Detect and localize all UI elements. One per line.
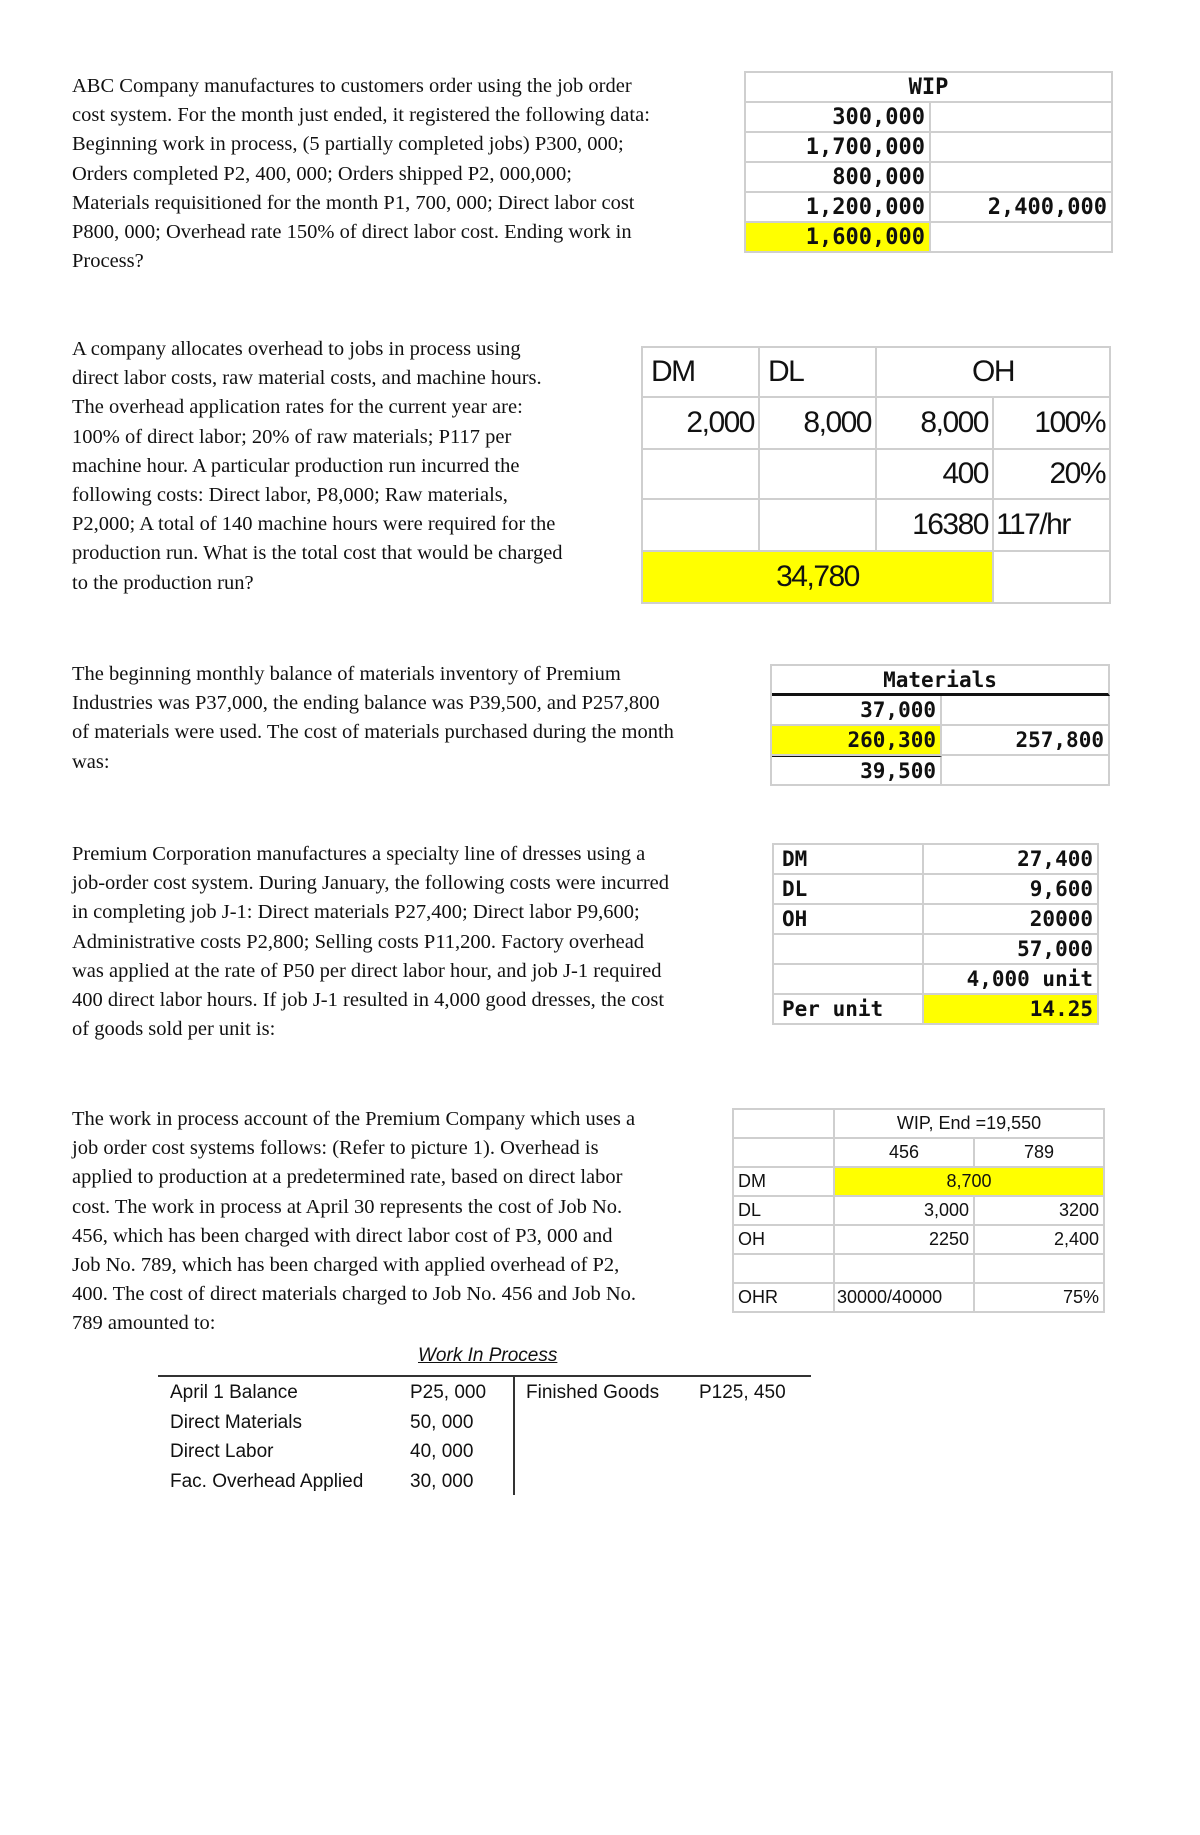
t-account-title: Work In Process bbox=[418, 1345, 558, 1366]
wip-credit-empty bbox=[931, 223, 1113, 253]
q4-line: in completing job J-1: Direct materials P27,400; Direct labor P9,600; bbox=[72, 901, 640, 924]
oh-header: OH bbox=[877, 348, 1111, 398]
q1-line: cost system. For the month just ended, it registered the following data: bbox=[72, 104, 650, 127]
t-debit-value: 30, 000 bbox=[410, 1471, 474, 1492]
wip-debit: 1,700,000 bbox=[746, 133, 931, 163]
empty-cell bbox=[760, 450, 877, 500]
job-cost-table bbox=[772, 843, 1099, 1025]
dm-header: DM bbox=[643, 348, 760, 398]
oh-job-456: 2250 bbox=[835, 1226, 975, 1255]
wip-credit-empty bbox=[931, 133, 1113, 163]
job-789-header: 789 bbox=[975, 1139, 1105, 1168]
materials-ending: 39,500 bbox=[772, 756, 942, 786]
empty-cell bbox=[994, 552, 1111, 604]
q4-line: Administrative costs P2,800; Selling costs P11,200. Factory overhead bbox=[72, 930, 645, 953]
materials-used: 257,800 bbox=[942, 726, 1110, 756]
q1-line: ABC Company manufactures to customers order using the job order bbox=[72, 75, 632, 97]
empty-cell bbox=[643, 500, 760, 552]
q1-line: Process? bbox=[72, 250, 144, 273]
wip-end-analysis-table bbox=[732, 1108, 1105, 1313]
wip-debit: 800,000 bbox=[746, 163, 931, 193]
q1-line: Orders completed P2, 400, 000; Orders shipped P2, 000,000; bbox=[72, 162, 572, 185]
t-account-center-rule bbox=[513, 1375, 515, 1495]
q1-line: Beginning work in process, (5 partially completed jobs) P300, 000; bbox=[72, 133, 624, 156]
q5-line: cost. The work in process at April 30 represents the cost of Job No. bbox=[72, 1195, 623, 1218]
empty-cell bbox=[975, 1255, 1105, 1284]
empty-cell bbox=[835, 1255, 975, 1284]
t-credit-label: Finished Goods bbox=[526, 1382, 660, 1403]
question-4-text bbox=[72, 840, 754, 1044]
wip-ending-balance: 1,600,000 bbox=[746, 223, 931, 253]
question-5-text bbox=[72, 1105, 717, 1339]
wip-t-account-table bbox=[744, 71, 1113, 253]
q4-line: Premium Corporation manufactures a specialty line of dresses using a bbox=[72, 843, 646, 865]
empty-cell bbox=[734, 1110, 835, 1139]
q2-line: to the production run? bbox=[72, 571, 254, 594]
q2-line: production run. What is the total cost that would be charged bbox=[72, 542, 563, 565]
total-label bbox=[774, 935, 924, 965]
wip-credit: 2,400,000 bbox=[931, 193, 1113, 223]
oh-material-based: 400 bbox=[877, 450, 994, 500]
dl-label: DL bbox=[734, 1197, 835, 1226]
oh-job-789: 2,400 bbox=[975, 1226, 1105, 1255]
q5-line: 789 amounted to: bbox=[72, 1312, 216, 1335]
units-label bbox=[774, 965, 924, 995]
q2-line: The overhead application rates for the current year are: bbox=[72, 396, 523, 419]
dl-header: DL bbox=[760, 348, 877, 398]
dm-value: 27,400 bbox=[924, 845, 1099, 875]
wip-header: WIP bbox=[746, 73, 1113, 103]
q2-line: following costs: Direct labor, P8,000; Raw materials, bbox=[72, 484, 508, 507]
total-cost: 34,780 bbox=[643, 552, 994, 604]
question-3-text bbox=[72, 660, 754, 777]
dm-value: 2,000 bbox=[643, 398, 760, 450]
q2-line: P2,000; A total of 140 machine hours were required for the bbox=[72, 513, 556, 536]
empty-cell bbox=[643, 450, 760, 500]
total-value: 57,000 bbox=[924, 935, 1099, 965]
per-unit-value: 14.25 bbox=[924, 995, 1099, 1025]
ohr-rate: 75% bbox=[975, 1284, 1105, 1313]
materials-header: Materials bbox=[772, 666, 1110, 696]
rate-machine: 117/hr bbox=[994, 500, 1111, 552]
per-unit-label: Per unit bbox=[774, 995, 924, 1025]
wip-debit: 300,000 bbox=[746, 103, 931, 133]
rate-material: 20% bbox=[994, 450, 1111, 500]
materials-t-account-table bbox=[770, 664, 1110, 786]
q2-line: direct labor costs, raw material costs, and machine hours. bbox=[72, 367, 542, 390]
t-debit-value: 50, 000 bbox=[410, 1412, 474, 1433]
rate-dl: 100% bbox=[994, 398, 1111, 450]
job-456-header: 456 bbox=[835, 1139, 975, 1168]
oh-dl-based: 8,000 bbox=[877, 398, 994, 450]
dl-label: DL bbox=[774, 875, 924, 905]
q4-line: was applied at the rate of P50 per direct labor hour, and job J-1 required bbox=[72, 959, 662, 982]
t-debit-label: Direct Materials bbox=[170, 1412, 302, 1433]
empty-cell bbox=[942, 756, 1110, 786]
t-debit-label: April 1 Balance bbox=[170, 1382, 298, 1403]
q5-line: The work in process account of the Premium Company which uses a bbox=[72, 1108, 636, 1130]
units-value: 4,000 unit bbox=[924, 965, 1099, 995]
q2-line: machine hour. A particular production run incurred the bbox=[72, 454, 520, 477]
q5-line: Job No. 789, which has been charged with applied overhead of P2, bbox=[72, 1254, 620, 1277]
t-debit-value: P25, 000 bbox=[410, 1382, 487, 1403]
q1-line: Materials requisitioned for the month P1, 700, 000; Direct labor cost bbox=[72, 191, 635, 214]
q2-line: A company allocates overhead to jobs in process using bbox=[72, 338, 521, 360]
empty-cell bbox=[734, 1139, 835, 1168]
t-credit-value: P125, 450 bbox=[699, 1382, 786, 1403]
dl-job-789: 3200 bbox=[975, 1197, 1105, 1226]
dl-job-456: 3,000 bbox=[835, 1197, 975, 1226]
q5-line: 400. The cost of direct materials charged to Job No. 456 and Job No. bbox=[72, 1283, 637, 1306]
q3-line: of materials were used. The cost of materials purchased during the month bbox=[72, 721, 674, 744]
wip-credit-empty bbox=[931, 103, 1113, 133]
q3-line: Industries was P37,000, the ending balance was P39,500, and P257,800 bbox=[72, 692, 660, 715]
question-2-text bbox=[72, 335, 622, 598]
empty-cell bbox=[734, 1255, 835, 1284]
q4-line: 400 direct labor hours. If job J-1 resulted in 4,000 good dresses, the cost bbox=[72, 989, 665, 1012]
q5-line: 456, which has been charged with direct labor cost of P3, 000 and bbox=[72, 1224, 613, 1247]
wip-end-header: WIP, End =19,550 bbox=[835, 1110, 1105, 1139]
t-debit-label: Fac. Overhead Applied bbox=[170, 1471, 364, 1492]
wip-debit: 1,200,000 bbox=[746, 193, 931, 223]
q2-line: 100% of direct labor; 20% of raw materials; P117 per bbox=[72, 425, 512, 448]
t-debit-value: 40, 000 bbox=[410, 1441, 474, 1462]
t-account-top-rule bbox=[158, 1375, 811, 1377]
ohr-label: OHR bbox=[734, 1284, 835, 1313]
q1-line: P800, 000; Overhead rate 150% of direct labor cost. Ending work in bbox=[72, 221, 632, 244]
oh-value: 20000 bbox=[924, 905, 1099, 935]
oh-machine-based: 16380 bbox=[877, 500, 994, 552]
q3-line: was: bbox=[72, 750, 110, 773]
dm-combined-value: 8,700 bbox=[835, 1168, 1105, 1197]
wip-t-account bbox=[158, 1345, 811, 1495]
q4-line: job-order cost system. During January, the following costs were incurred bbox=[72, 872, 670, 895]
empty-cell bbox=[942, 696, 1110, 726]
dl-value: 9,600 bbox=[924, 875, 1099, 905]
dl-value: 8,000 bbox=[760, 398, 877, 450]
q3-line: The beginning monthly balance of materials inventory of Premium bbox=[72, 663, 621, 685]
wip-credit-empty bbox=[931, 163, 1113, 193]
materials-beginning: 37,000 bbox=[772, 696, 942, 726]
dm-label: DM bbox=[774, 845, 924, 875]
materials-purchases: 260,300 bbox=[772, 726, 942, 756]
overhead-allocation-table bbox=[641, 346, 1111, 604]
oh-label: OH bbox=[734, 1226, 835, 1255]
question-1-text bbox=[72, 72, 722, 276]
ohr-formula: 30000/40000 bbox=[835, 1284, 975, 1313]
q4-line: of goods sold per unit is: bbox=[72, 1018, 276, 1041]
oh-label: OH bbox=[774, 905, 924, 935]
dm-label: DM bbox=[734, 1168, 835, 1197]
empty-cell bbox=[760, 500, 877, 552]
q5-line: applied to production at a predetermined rate, based on direct labor bbox=[72, 1166, 623, 1189]
t-debit-label: Direct Labor bbox=[170, 1441, 274, 1462]
q5-line: job order cost systems follows: (Refer to picture 1). Overhead is bbox=[72, 1137, 599, 1160]
